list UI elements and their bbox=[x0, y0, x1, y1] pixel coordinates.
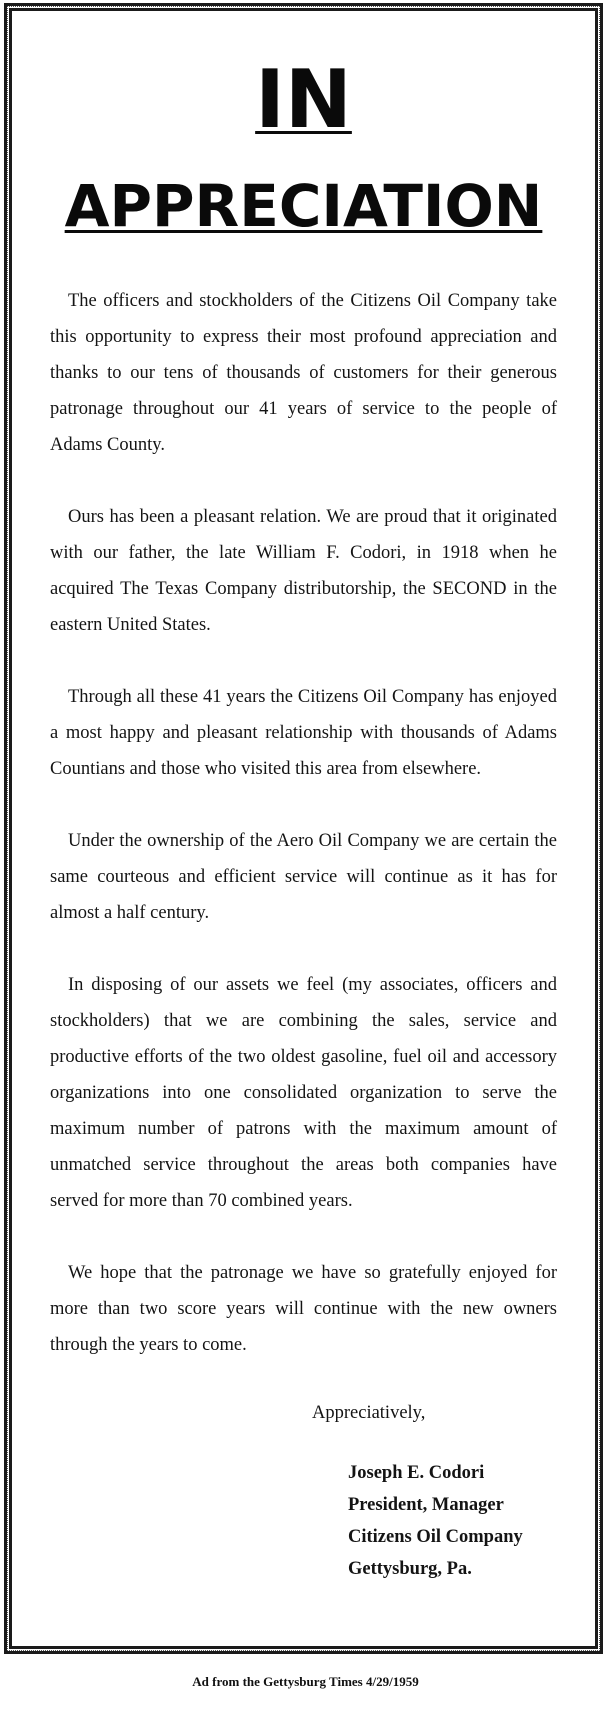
signature-block bbox=[28, 1457, 579, 1585]
paragraph-new-ownership: Under the ownership of the Aero Oil Company we are certain the same courteous and efficient service will continue as it has for almost a half century. bbox=[50, 831, 557, 923]
paragraph-hope: We hope that the patronage we have so gratefully enjoyed for more than two score years will continue with the new owners through the years to come. bbox=[50, 1263, 557, 1355]
signature-title: President, Manager bbox=[348, 1495, 504, 1515]
signature-location: Gettysburg, Pa. bbox=[348, 1559, 472, 1579]
source-caption: Ad from the Gettysburg Times 4/29/1959 bbox=[192, 1674, 419, 1689]
paragraph-thanks: The officers and stockholders of the Citizens Oil Company take this opportunity to express their most profound appreciation and thanks to our tens of thousands of customers for their generous patronage throughout our 41 years of service to the people of Adams County. bbox=[50, 291, 557, 455]
headline-in: IN bbox=[255, 53, 352, 146]
closing-line: Appreciatively, bbox=[312, 1403, 426, 1423]
paragraph-history: Ours has been a pleasant relation. We are proud that it originated with our father, the late William F. Codori, in 1918 when he acquired The Texas Company distributorship, the SECOND in the eastern United States. bbox=[50, 507, 557, 635]
signature-company: Citizens Oil Company bbox=[348, 1527, 523, 1547]
advertisement-border bbox=[4, 3, 603, 1654]
paragraph-relationship: Through all these 41 years the Citizens Oil Company has enjoyed a most happy and pleasant relationship with thousands of Adams Countians and those who visited this area from elsewhere. bbox=[50, 687, 557, 779]
headline-appreciation: APPRECIATION bbox=[64, 172, 543, 240]
signature-name: Joseph E. Codori bbox=[348, 1463, 485, 1483]
paragraph-consolidation: In disposing of our assets we feel (my associates, officers and stockholders) that we are combining the sales, service and productive efforts of the two oldest gasoline, fuel oil and accessory organizations into one consolidated organization to serve the maximum number of patrons with the maximum amount of unmatched service throughout the areas both companies have served for more than 70 combined years. bbox=[50, 975, 557, 1211]
advertisement-body bbox=[28, 25, 579, 1632]
